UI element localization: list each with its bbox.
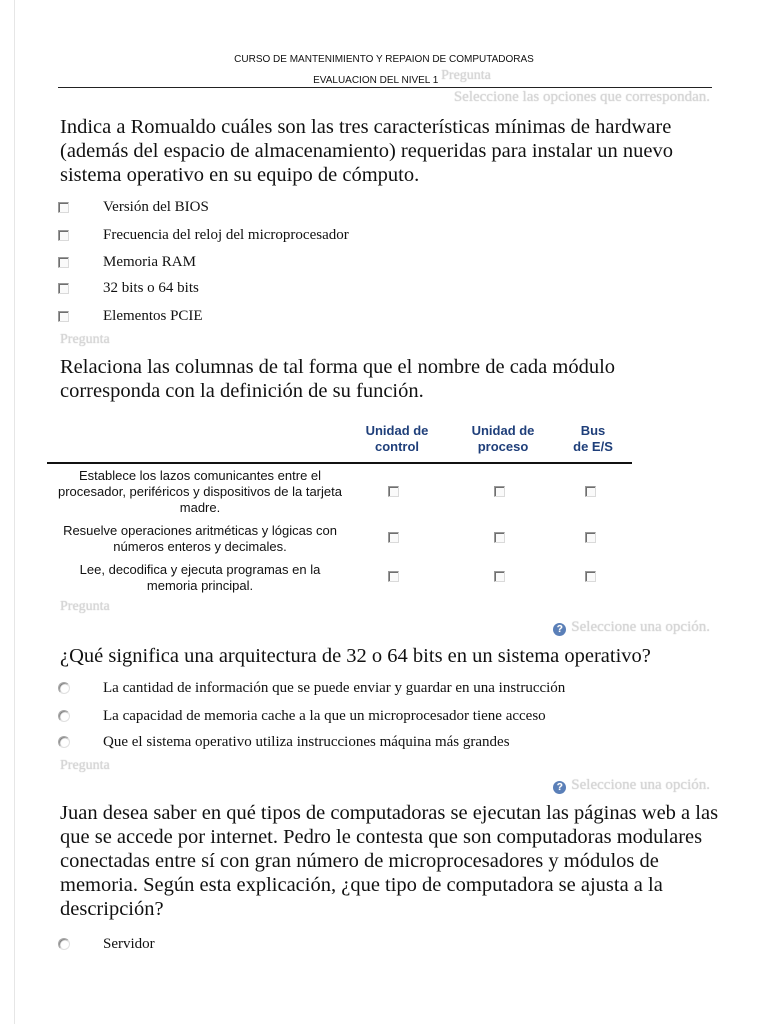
radio-icon[interactable]: [58, 710, 70, 722]
column-header-bus: Bus de E/S: [573, 423, 613, 454]
checkbox-icon[interactable]: [58, 257, 69, 268]
q1-option-label: Versión del BIOS: [103, 198, 209, 215]
course-title: CURSO DE MANTENIMIENTO Y REPAION DE COMPUTADORAS: [234, 54, 534, 65]
match-checkbox[interactable]: [388, 532, 399, 543]
q3-option-label: La cantidad de información que se puede enviar y guardar en una instrucción: [103, 679, 566, 696]
q1-text: Indica a Romualdo cuáles son las tres características mínimas de hardware (además del espacio de almacenamiento) requeridas para instalar un nuevo sistema operativo en su equipo de cómputo.: [60, 116, 674, 186]
header-rule: [58, 87, 712, 88]
match-checkbox[interactable]: [585, 571, 596, 582]
q1-option[interactable]: [58, 306, 203, 326]
q4-option-label: Servidor: [103, 935, 155, 952]
column-header-control: Unidad de control: [365, 423, 429, 454]
q1-option[interactable]: [58, 252, 196, 272]
row-description: Resuelve operaciones aritméticas y lógicas con números enteros y decimales.: [63, 523, 337, 554]
page-edge: [14, 0, 15, 1024]
q3-option-label: La capacidad de memoria cache a la que un microprocesador tiene acceso: [103, 707, 546, 724]
match-checkbox[interactable]: [585, 532, 596, 543]
q3-ghost-label: Pregunta: [60, 599, 110, 614]
radio-icon[interactable]: [58, 736, 70, 748]
match-checkbox[interactable]: [388, 571, 399, 582]
q3-hint: [553, 619, 710, 636]
q1-option[interactable]: [58, 278, 199, 298]
q4-ghost-label: Pregunta: [60, 758, 110, 773]
column-header-proceso: Unidad de proceso: [471, 423, 535, 454]
q1-hint: Seleccione las opciones que correspondan.: [453, 89, 710, 105]
help-icon: ?: [553, 623, 566, 636]
row-description: Lee, decodifica y ejecuta programas en la memoria principal.: [79, 562, 321, 593]
checkbox-icon[interactable]: [58, 202, 69, 213]
q3-option[interactable]: [58, 706, 546, 726]
q1-option[interactable]: [58, 225, 349, 245]
q3-hint-text: Seleccione una opción.: [571, 619, 710, 635]
q3-text: ¿Qué significa una arquitectura de 32 o 64 bits en un sistema operativo?: [60, 645, 651, 667]
q1-option-label: Memoria RAM: [103, 253, 196, 270]
q4-text: Juan desea saber en qué tipos de computadoras se ejecutan las páginas web a las que se accede por internet. Pedro le contesta que son computadoras modulares conectadas entre sí con gran número de microprocesadores y módulos de memoria. Según esta explicación, ¿que tipo de computadora se ajusta a la descripción?: [60, 802, 719, 920]
q2-text: Relaciona las columnas de tal forma que el nombre de cada módulo corresponda con la definición de su función.: [60, 356, 616, 402]
q4-hint-text: Seleccione una opción.: [571, 777, 710, 793]
level-title: [18, 68, 768, 88]
q1-option[interactable]: [58, 197, 209, 217]
table-rule: [47, 462, 632, 464]
match-checkbox[interactable]: [388, 486, 399, 497]
radio-icon[interactable]: [58, 682, 70, 694]
match-checkbox[interactable]: [494, 532, 505, 543]
q3-option[interactable]: [58, 732, 510, 752]
match-checkbox[interactable]: [585, 486, 596, 497]
help-icon: ?: [553, 781, 566, 794]
q1-option-label: Frecuencia del reloj del microprocesador: [103, 226, 349, 243]
q2-ghost-label: Pregunta: [60, 332, 110, 347]
match-checkbox[interactable]: [494, 486, 505, 497]
level-text: EVALUACION DEL NIVEL 1: [313, 75, 439, 86]
checkbox-icon[interactable]: [58, 283, 69, 294]
q1-option-label: Elementos PCIE: [103, 307, 203, 324]
q3-option-label: Que el sistema operativo utiliza instrucciones máquina más grandes: [103, 733, 510, 750]
checkbox-icon[interactable]: [58, 230, 69, 241]
match-checkbox[interactable]: [494, 571, 505, 582]
row-description: Establece los lazos comunicantes entre el procesador, periféricos y dispositivos de la tarjeta madre.: [58, 468, 342, 515]
q1-option-label: 32 bits o 64 bits: [103, 279, 199, 296]
ghost-pregunta-label: Pregunta: [441, 68, 491, 83]
checkbox-icon[interactable]: [58, 311, 69, 322]
q4-option[interactable]: [58, 934, 155, 954]
radio-icon[interactable]: [58, 938, 70, 950]
q3-option[interactable]: [58, 678, 566, 698]
q4-hint: [553, 777, 710, 794]
